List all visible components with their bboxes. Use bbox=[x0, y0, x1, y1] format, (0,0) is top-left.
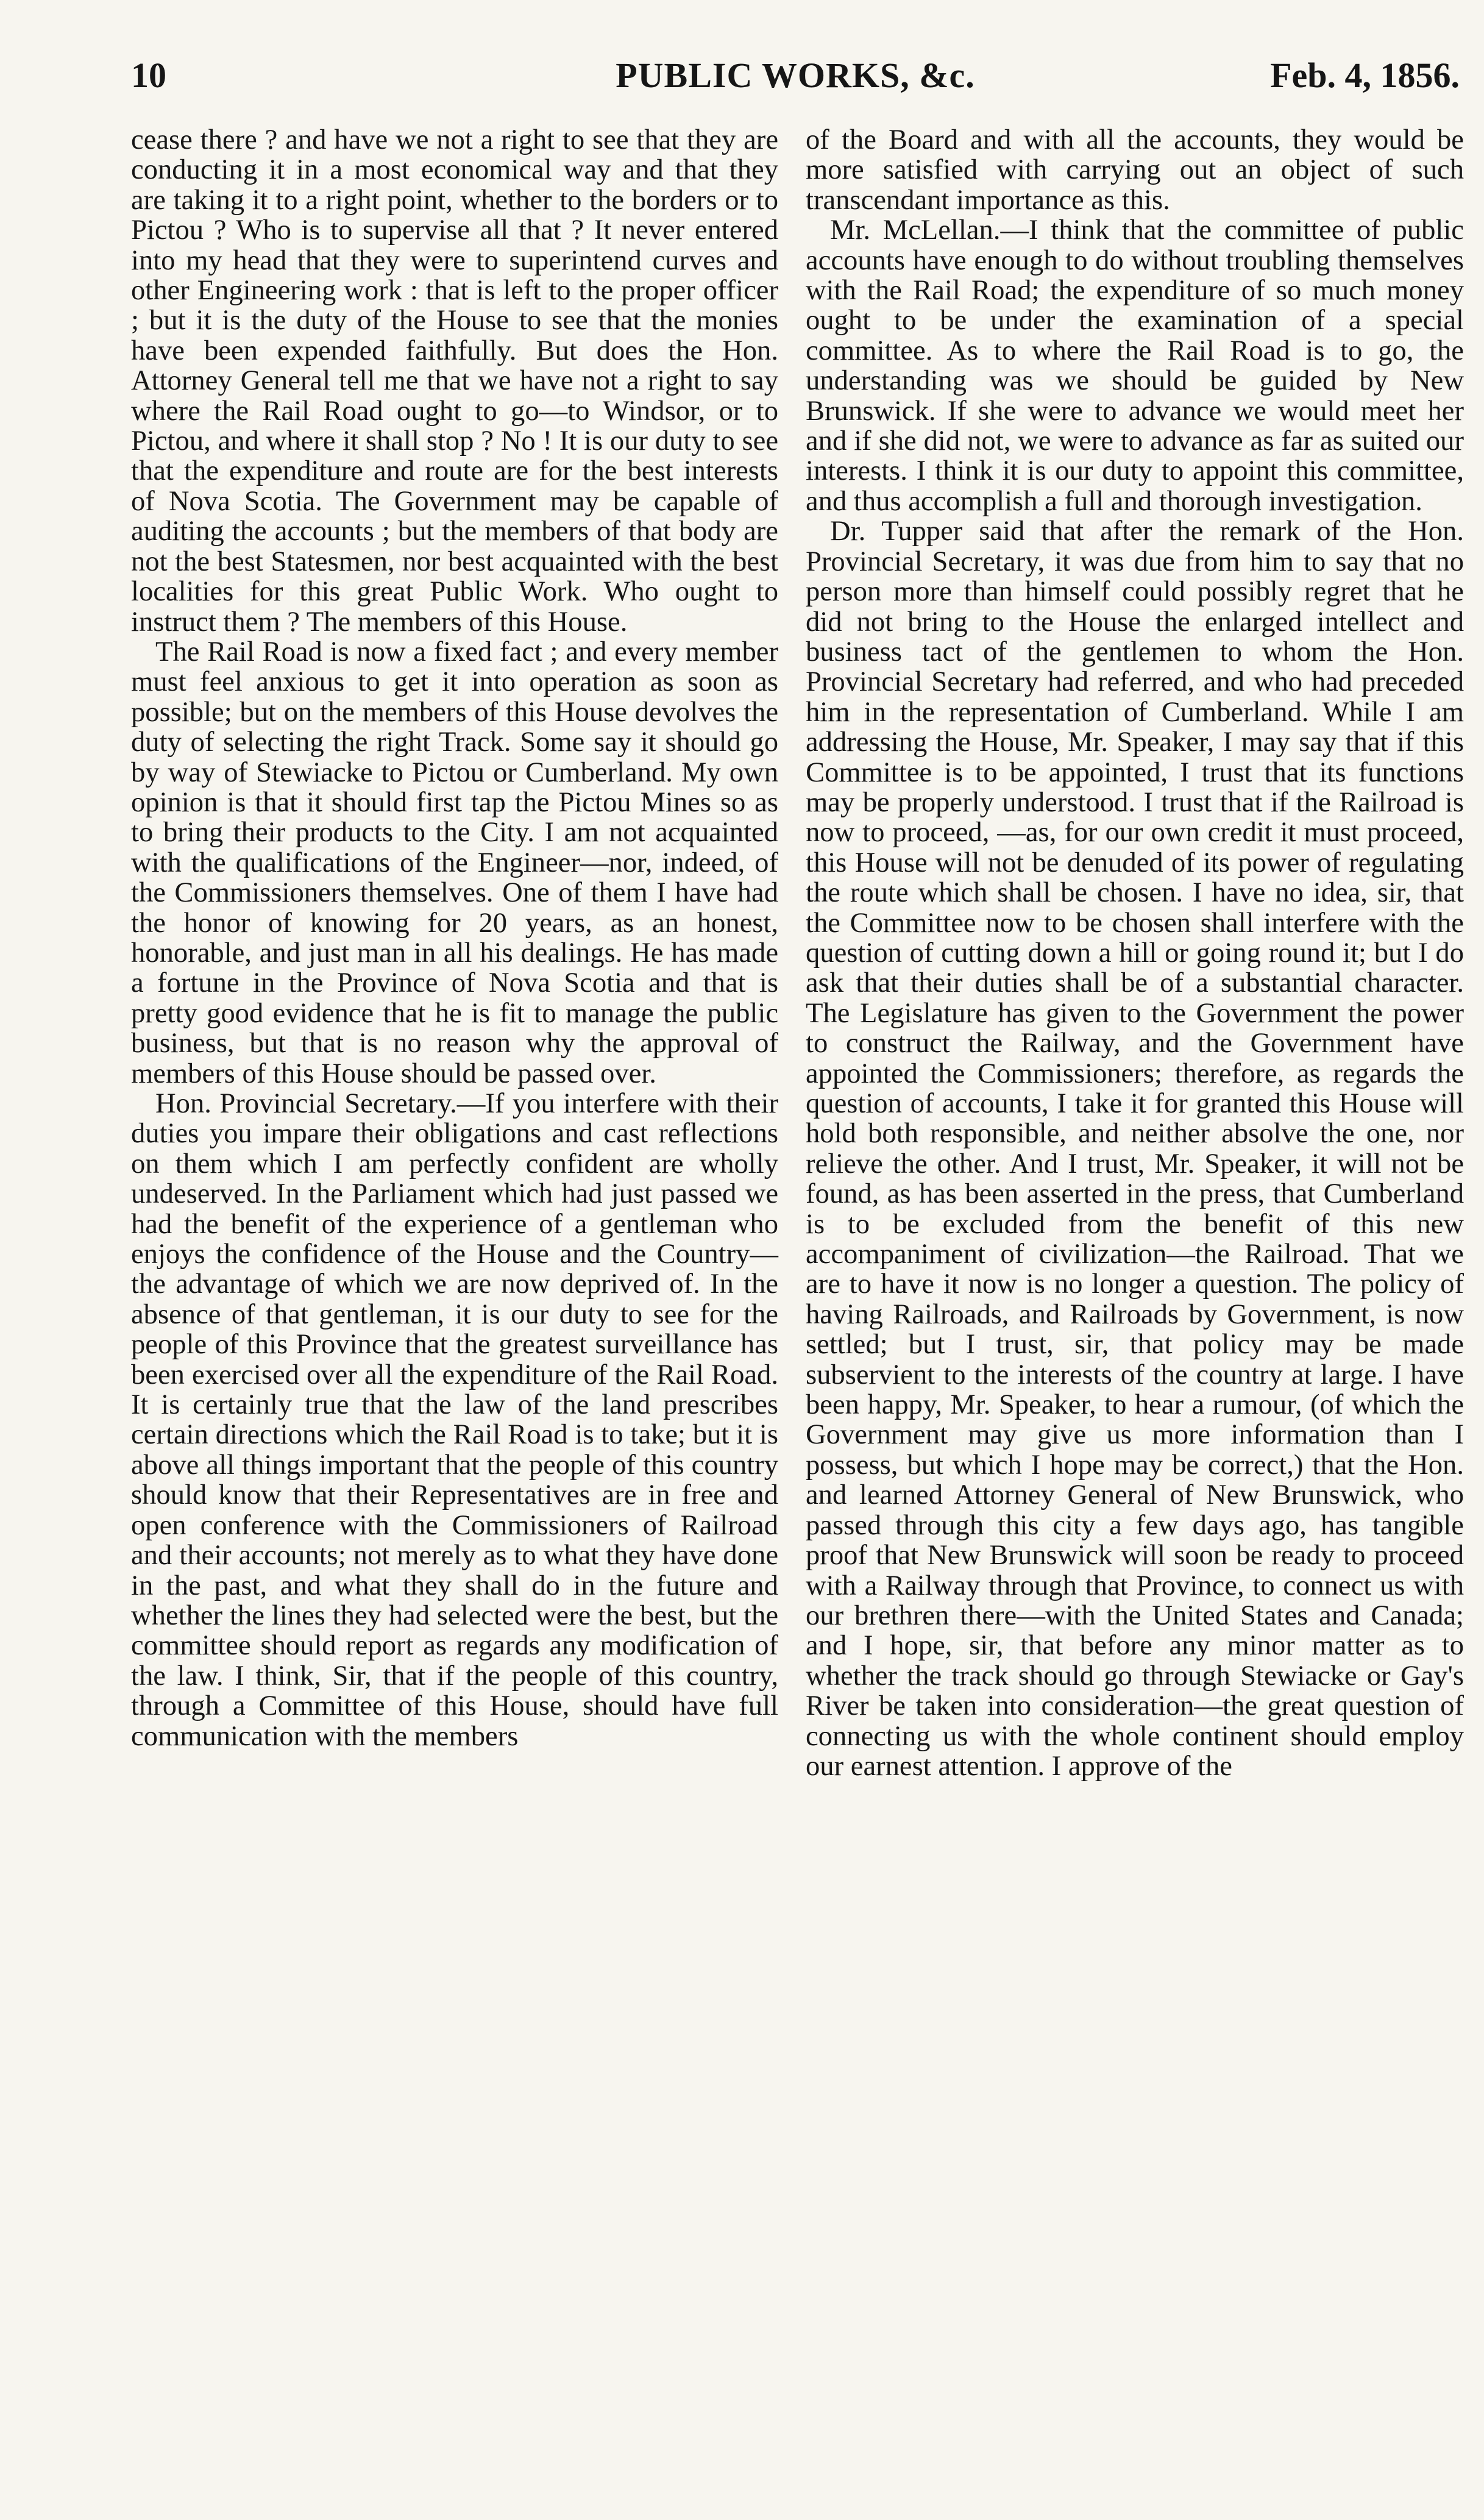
left-paragraph-3: Hon. Provincial Secretary.—If you interfere with their duties you impare their obligations and cast reflections on them which I am perfectly confident are wholly undeserved. In the Parliament which had just passed we had the benefit of the experience of a gentleman who enjoys the confidence of the House and the Country—the advantage of which we are now deprived of. In the absence of that gentleman, it is our duty to see for the people of this Province that the greatest surveillance has been exercised over all the expenditure of the Rail Road. It is certainly true that the law of the land prescribes certain directions which the Rail Road is to take; but it is above all things important that the people of this country should know that their Representatives are in free and open conference with the Commissioners of Railroad and their accounts; not merely as to what they have done in the past, and what they shall do in the future and whether the lines they had selected were the best, but the committee should report as regards any modification of the law. I think, Sir, that if the people of this country, through a Committee of this House, should have full communication with the members bbox=[131, 1087, 778, 1752]
page-number: 10 bbox=[131, 55, 166, 95]
page-header bbox=[131, 44, 1460, 105]
left-column bbox=[131, 125, 778, 1751]
right-column bbox=[806, 125, 1464, 1781]
issue-date: Feb. 4, 1856. bbox=[1270, 55, 1460, 95]
right-paragraph-2: Mr. McLellan.—I think that the committee of public accounts have enough to do without troubling themselves with the Rail Road; the expenditure of so much money ought to be under the examination of a special committee. As to where the Rail Road is to go, the understanding was we should be guided by New Brunswick. If she were to advance we would meet her and if she did not, we were to advance as far as suited our interests. I think it is our duty to appoint this committee, and thus accomplish a full and thorough investigation. bbox=[806, 214, 1464, 517]
right-paragraph-1: of the Board and with all the accounts, they would be more satisfied with carrying out an object of such transcendant importance as this. bbox=[806, 124, 1464, 216]
left-paragraph-2: The Rail Road is now a fixed fact ; and every member must feel anxious to get it into operation as soon as possible; but on the members of this House devolves the duty of selecting the right Track. Some say it should go by way of Stewiacke to Pictou or Cumberland. My own opinion is that it should first tap the Pictou Mines so as to bring their products to the City. I am not acquainted with the qualifications of the Engineer—nor, indeed, of the Commissioners themselves. One of them I have had the honor of knowing for 20 years, as an honest, honorable, and just man in all his dealings. He has made a fortune in the Province of Nova Scotia and that is pretty good evidence that he is fit to manage the public business, but that is no reason why the approval of members of this House should be passed over. bbox=[131, 635, 778, 1089]
running-title: PUBLIC WORKS, &c. bbox=[616, 55, 975, 95]
right-paragraph-3: Dr. Tupper said that after the remark of the Hon. Provincial Secretary, it was due from him to say that no person more than himself could possibly regret that he did not bring to the House the enlarged intellect and business tact of the gentlemen to whom the Hon. Provincial Secretary had referred, and who had preceded him in the representation of Cumberland. While I am addressing the House, Mr. Speaker, I may say that if this Committee is to be appointed, I trust that its functions may be properly understood. I trust that if the Railroad is now to proceed, —as, for our own credit it must proceed, this House will not be denuded of its power of regulating the route which shall be chosen. I have no idea, sir, that the Committee now to be chosen shall interfere with the question of cutting down a hill or going round it; but I do ask that their duties shall be of a substantial character. The Legislature has given to the Government the power to construct the Railway, and the Government have appointed the Commissioners; therefore, as regards the question of accounts, I take it for granted this House will hold both responsible, and neither absolve the one, nor relieve the other. And I trust, Mr. Speaker, it will not be found, as has been asserted in the press, that Cumberland is to be excluded from the benefit of this new accompaniment of civilization—the Railroad. That we are to have it now is no longer a question. The policy of having Railroads, and Railroads by Government, is now settled; but I trust, sir, that policy may be made subservient to the interests of the country at large. I have been happy, Mr. Speaker, to hear a rumour, (of which the Government may give us more information than I possess, but which I hope may be correct,) that the Hon. and learned Attorney General of New Brunswick, who passed through this city a few days ago, has tangible proof that New Brunswick will soon be ready to proceed with a Railway through that Province, to connect us with our brethren there—with the United States and Canada; and I hope, sir, that before any minor matter as to whether the track should go through Stewiacke or Gay's River be taken into consideration—the great question of connecting us with the whole continent should employ our earnest attention. I approve of the bbox=[806, 515, 1464, 1782]
left-paragraph-1: cease there ? and have we not a right to see that they are conducting it in a most economical way and that they are taking it to a right point, whether to the borders or to Pictou ? Who is to supervise all that ? It never entered into my head that they were to superintend curves and other Engineering work : that is left to the proper officer ; but it is the duty of the House to see that the monies have been expended faithfully. But does the Hon. Attorney General tell me that we have not a right to say where the Rail Road ought to go—to Windsor, or to Pictou, and where it shall stop ? No ! It is our duty to see that the expenditure and route are for the best interests of Nova Scotia. The Government may be capable of auditing the accounts ; but the members of that body are not the best Statesmen, nor best acquainted with the best localities for this great Public Work. Who ought to instruct them ? The members of this House. bbox=[131, 124, 778, 638]
